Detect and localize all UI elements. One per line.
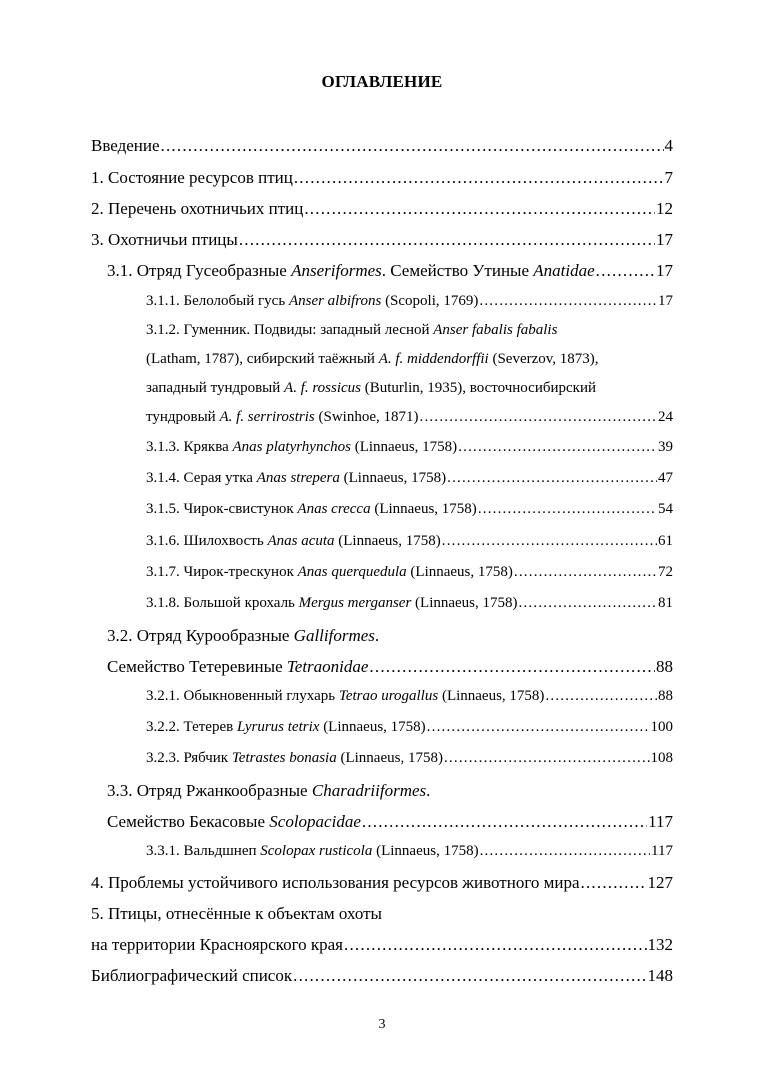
toc-page-number: 72 [658,564,673,580]
toc-page-number: 7 [664,168,673,187]
dot-leader [519,595,657,612]
toc-entry-text: 3.2.3. Рябчик Tetrastes bonasia (Linnaeus, 1758) [146,750,443,766]
toc-page-number: 132 [647,935,673,954]
toc-page-number: 88 [656,657,673,676]
toc-page-number: 4 [664,136,673,155]
page-title: ОГЛАВЛЕНИЕ [321,72,443,91]
page-number-footer: 3 [378,1017,386,1032]
toc-entry-section-3-1-5[interactable] [146,501,673,518]
toc-entry-text: 3.1. Отряд Гусеобразные Anseriformes. Семейство Утиные Anatidae [107,261,595,280]
toc-entry-intro[interactable] [91,136,673,156]
dot-leader [596,261,655,281]
dot-leader [369,657,655,677]
latin-name: Tetraonidae [286,657,369,676]
toc-entry-section-3-1-2-line-3[interactable] [146,380,673,397]
dot-leader [444,750,650,767]
toc-entry-section-3-1-3[interactable] [146,439,673,456]
latin-name: A. f. middendorffii [378,351,489,367]
toc-entry-section-3-1-2-line-4[interactable] [146,409,673,426]
latin-name: Anatidae [533,261,595,280]
latin-name: Scolopacidae [269,812,361,831]
dot-leader [427,719,650,736]
toc-entry-text: 3.1.7. Чирок-трескунок Anas querquedula (Linnaeus, 1758) [146,564,513,580]
dot-leader [239,230,655,250]
toc-entry-section-3-1-7[interactable] [146,564,673,581]
toc-entry-text: 5. Птицы, отнесённые к объектам охоты [91,904,382,923]
toc-entry-section-2[interactable] [91,199,673,219]
toc-page-number: 61 [658,533,673,549]
toc-entry-text: 3.1.5. Чирок-свистунок Anas crecca (Linnaeus, 1758) [146,501,477,517]
toc-page-number: 24 [658,409,673,425]
latin-name: Lyrurus tetrix [236,719,320,735]
dot-leader [479,293,657,310]
toc-page-number: 127 [647,873,673,892]
latin-name: Mergus merganser [298,595,412,611]
toc-entry-text: Семейство Тетеревиные Tetraonidae [107,657,369,676]
toc-entry-text: 4. Проблемы устойчивого использования ресурсов животного мира [91,873,580,892]
toc-entry-text: 3.1.3. Кряква Anas platyrhynchos (Linnaeus, 1758) [146,439,458,455]
dot-leader [514,564,657,581]
toc-page-number: 17 [656,261,673,280]
toc-entry-section-3-2-line-1[interactable] [107,626,673,646]
dot-leader [458,439,657,456]
dot-leader [293,966,646,986]
toc-entry-text: 2. Перечень охотничьих птиц [91,199,304,218]
toc-entry-section-3-2-1[interactable] [146,688,673,705]
toc-entry-section-3[interactable] [91,230,673,250]
toc-page-number: 100 [650,719,673,735]
latin-name: Anas crecca [297,501,371,517]
latin-name: Anas acuta [267,533,335,549]
toc-page-number: 88 [658,688,673,704]
toc-page-number: 148 [647,966,673,985]
toc-entry-text: тундровый A. f. serrirostris (Swinhoe, 1871) [146,409,419,425]
toc-entry-section-1[interactable] [91,168,673,188]
toc-entry-text: 3.2.2. Тетерев Lyrurus tetrix (Linnaeus, 1758) [146,719,426,735]
dot-leader [294,168,664,188]
toc-entry-bibliography[interactable] [91,966,673,986]
latin-name: Anas platyrhynchos [232,439,351,455]
dot-leader [581,873,647,893]
toc-entry-text: 3.1.8. Большой крохаль Mergus merganser (Linnaeus, 1758) [146,595,518,611]
latin-name: Anser fabalis fabalis [433,322,558,338]
dot-leader [447,470,657,487]
toc-entry-section-3-2-3[interactable] [146,750,673,767]
latin-name: Tetrastes bonasia [231,750,337,766]
dot-leader [420,409,657,426]
toc-entry-text: Библиографический список [91,966,293,985]
toc-page-number: 81 [658,595,673,611]
toc-entry-section-4[interactable] [91,873,673,893]
latin-name: Anseriformes [291,261,382,280]
toc-entry-section-3-1-2-line-1[interactable] [146,322,673,339]
toc-entry-section-3-3-line-1[interactable] [107,781,673,801]
toc-entry-section-3-1-4[interactable] [146,470,673,487]
latin-name: Anas strepera [256,470,340,486]
toc-entry-text: на территории Красноярского края [91,935,344,954]
latin-name: A. f. rossicus [284,380,361,396]
toc-page-number: 117 [648,812,673,831]
dot-leader [545,688,657,705]
toc-entry-text: 1. Состояние ресурсов птиц [91,168,293,187]
toc-entry-section-3-1-8[interactable] [146,595,673,612]
toc-entry-text: 3.1.2. Гуменник. Подвиды: западный лесной Anser fabalis fabalis [146,322,558,338]
latin-name: Tetrao urogallus [338,688,439,704]
dot-leader [478,501,657,518]
toc-page-number: 47 [658,470,673,486]
toc-entry-section-3-1-2-line-2[interactable] [146,351,673,368]
toc-entry-text: Семейство Бекасовые Scolopacidae [107,812,361,831]
toc-page-number: 12 [656,199,673,218]
toc-entry-section-3-3-line-2[interactable] [107,812,673,832]
latin-name: A. f. serrirostris [219,409,315,425]
toc-entry-text: 3.1.6. Шилохвость Anas acuta (Linnaeus, 1758) [146,533,441,549]
toc-entry-text: 3.3.1. Вальдшнеп Scolopax rusticola (Linnaeus, 1758) [146,843,479,859]
toc-entry-text: (Latham, 1787), сибирский таёжный A. f. middendorffii (Severzov, 1873), [146,351,599,367]
toc-entry-section-3-1[interactable] [107,261,673,281]
dot-leader [362,812,647,832]
latin-name: Galliformes [293,626,375,645]
toc-entry-section-3-1-6[interactable] [146,533,673,550]
toc-page-number: 117 [651,843,673,859]
toc-page-number: 17 [656,230,673,249]
toc-entry-text: 3.3. Отряд Ржанкообразные Charadriiformes. [107,781,431,800]
toc-entry-text: Введение [91,136,160,155]
toc-entry-text: 3.2. Отряд Курообразные Galliformes. [107,626,380,645]
latin-name: Charadriiformes [311,781,427,800]
dot-leader [480,843,650,860]
toc-page-number: 108 [650,750,673,766]
toc-entry-text: 3.1.4. Серая утка Anas strepera (Linnaeus, 1758) [146,470,447,486]
latin-name: Anas querquedula [297,564,407,580]
latin-name: Anser albifrons [288,293,382,309]
dot-leader [304,199,655,219]
toc-entry-section-3-1-1[interactable] [146,293,673,310]
latin-name: Scolopax rusticola [260,843,373,859]
dot-leader [442,533,657,550]
toc-entry-section-5-line-1[interactable] [91,904,673,924]
toc-entry-section-3-3-1[interactable] [146,843,673,860]
dot-leader [344,935,646,955]
toc-entry-text: 3.2.1. Обыкновенный глухарь Tetrao urogallus (Linnaeus, 1758) [146,688,545,704]
toc-page-number: 17 [658,293,673,309]
toc-page-number: 54 [658,501,673,517]
toc-entry-text: 3. Охотничьи птицы [91,230,238,249]
toc-entry-section-5-line-2[interactable] [91,935,673,955]
toc-entry-section-3-2-line-2[interactable] [107,657,673,677]
toc-entry-text: 3.1.1. Белолобый гусь Anser albifrons (Scopoli, 1769) [146,293,479,309]
dot-leader [161,136,664,156]
toc-page-number: 39 [658,439,673,455]
toc-entry-text: западный тундровый A. f. rossicus (Buturlin, 1935), восточносибирский [146,380,597,396]
toc-entry-section-3-2-2[interactable] [146,719,673,736]
